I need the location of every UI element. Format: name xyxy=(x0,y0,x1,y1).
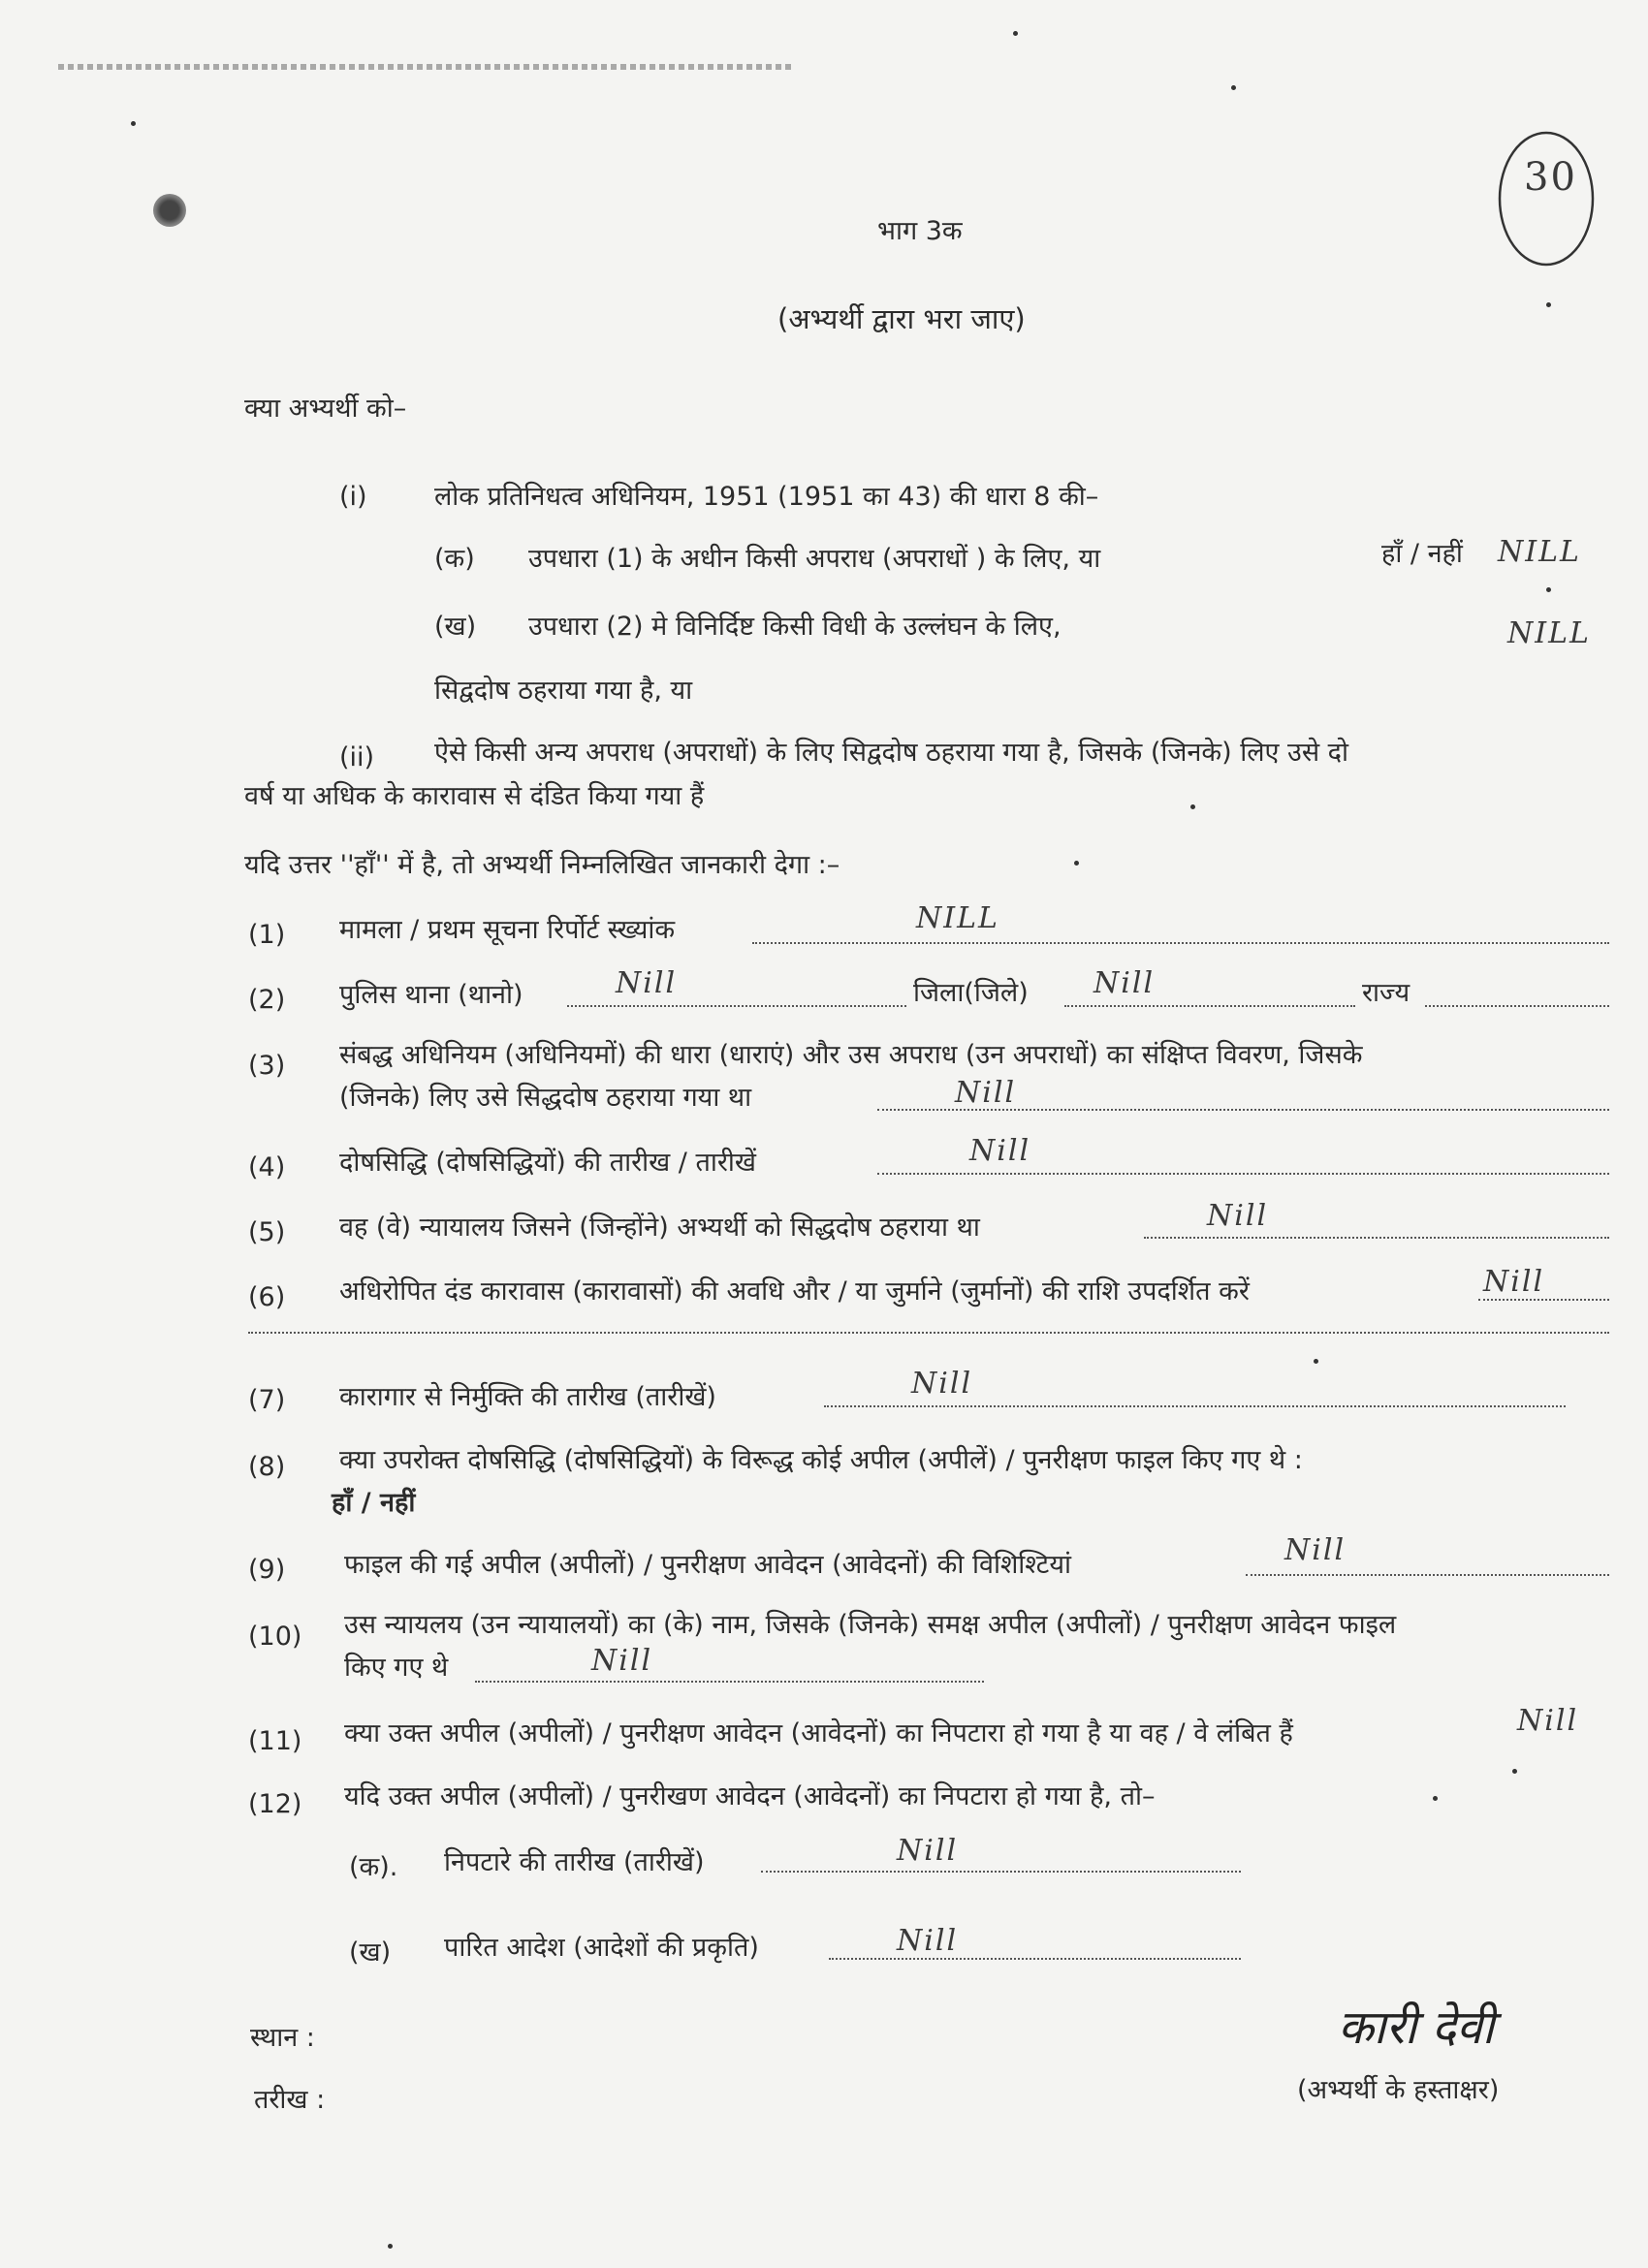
item-2-number: (2) xyxy=(248,985,286,1015)
scan-speck xyxy=(388,2244,393,2249)
item-12-number: (12) xyxy=(248,1789,302,1819)
item-2-district-answer: Nill xyxy=(1093,966,1156,1000)
item-4-answer: Nill xyxy=(969,1134,1031,1168)
item-5-dotted-line xyxy=(1144,1237,1609,1239)
clause-ii-number: (ii) xyxy=(339,742,375,772)
item-12-a-label: निपटारे की तारीख (तारीखें) xyxy=(444,1847,705,1877)
item-7-answer: Nill xyxy=(911,1367,973,1401)
item-5-answer: Nill xyxy=(1207,1199,1269,1233)
signature-caption: (अभ्यर्थी के हस्ताक्षर) xyxy=(1297,2075,1500,2105)
item-6-dotted-line xyxy=(1478,1299,1609,1301)
item-6-answer: Nill xyxy=(1483,1265,1545,1299)
item-11-label: क्या उक्त अपील (अपीलों) / पुनरीक्षण आवेदन (आवेदनों) का निपटारा हो गया है या वह / वे लंबित हैं xyxy=(344,1718,1293,1748)
candidate-signature: कारी देवी xyxy=(1338,2000,1495,2055)
clause-i-a-answer: NILL xyxy=(1498,535,1581,569)
item-3-answer: Nill xyxy=(955,1076,1017,1110)
item-9-label: फाइल की गई अपील (अपीलों) / पुनरीक्षण आवेदन (आवेदनों) की विशिश्टियां xyxy=(344,1550,1072,1580)
item-9-number: (9) xyxy=(248,1555,286,1585)
item-3-number: (3) xyxy=(248,1051,286,1081)
scan-speck xyxy=(1074,861,1079,866)
form-part-title: भाग 3क xyxy=(877,216,963,246)
scan-speck xyxy=(131,121,136,126)
item-2-district-label: जिला(जिले) xyxy=(913,978,1029,1008)
item-12-b-label: पारित आदेश (आदेशों की प्रकृति) xyxy=(444,1933,759,1963)
item-3-label-line1: संबद्ध अधिनियम (अधिनियमों) की धारा (धाराएं) और उस अपराध (उन अपराधों) का संक्षिप्त विवरण, जिसके xyxy=(339,1040,1363,1070)
item-2-dotted-line xyxy=(567,1005,906,1007)
item-8-number: (8) xyxy=(248,1452,286,1482)
item-10-number: (10) xyxy=(248,1622,302,1652)
item-2-state-label: राज्य xyxy=(1362,978,1410,1008)
item-2-district-dotted-line xyxy=(1064,1005,1355,1007)
clause-i-text: लोक प्रतिनिधत्व अधिनियम, 1951 (1951 का 43) की धारा 8 की– xyxy=(434,482,1099,512)
clause-i-b-text: उपधारा (2) मे विनिर्दिष्ट किसी विधी के उल्लंघन के लिए, xyxy=(528,612,1062,642)
item-4-dotted-line xyxy=(877,1173,1609,1175)
intro-question: क्या अभ्यर्थी को– xyxy=(244,394,407,424)
item-10-label-line2: किए गए थे xyxy=(344,1653,449,1683)
clause-i-a-text: उपधारा (1) के अधीन किसी अपराध (अपराधों ) के लिए, या xyxy=(528,544,1101,574)
clause-i-number: (i) xyxy=(339,482,367,512)
item-6-label: अधिरोपित दंड कारावास (कारावासों) की अवधि और / या जुर्माने (जुर्मानों) की राशि उपदर्शित करें xyxy=(339,1276,1250,1307)
form-subtitle: (अभ्यर्थी द्वारा भरा जाए) xyxy=(777,302,1026,335)
item-4-number: (4) xyxy=(248,1152,286,1182)
item-8-label: क्या उपरोक्त दोषसिद्धि (दोषसिद्धियों) के विरूद्ध कोई अपील (अपीलें) / पुनरीक्षण फाइल किए गए थे : xyxy=(339,1445,1303,1475)
item-6-number: (6) xyxy=(248,1282,286,1312)
item-12-a-dotted-line xyxy=(761,1871,1241,1873)
place-label: स्थान : xyxy=(250,2023,315,2053)
item-7-dotted-line xyxy=(824,1405,1566,1407)
item-4-label: दोषसिद्धि (दोषसिद्धियों) की तारीख / तारीखें xyxy=(339,1148,756,1178)
item-1-dotted-line xyxy=(752,942,1609,944)
date-label: तरीख : xyxy=(254,2085,326,2115)
item-10-label-line1: उस न्यायलय (उन न्यायालयों) का (के) नाम, जिसके (जिनके) समक्ष अपील (अपीलों) / पुनरीक्षण आवेदन फाइल xyxy=(344,1610,1397,1640)
item-12-label: यदि उक्त अपील (अपीलों) / पुनरीखण आवेदन (आवेदनों) का निपटारा हो गया है, तो– xyxy=(344,1781,1156,1811)
item-2-label: पुलिस थाना (थानो) xyxy=(339,980,523,1010)
item-1-number: (1) xyxy=(248,920,286,950)
clause-i-b-number: (ख) xyxy=(434,612,477,642)
scan-speck xyxy=(1512,1769,1517,1774)
yes-no-option: हाँ / नहीं xyxy=(1381,539,1463,569)
scan-speck xyxy=(1314,1359,1318,1364)
item-6-dotted-line-2 xyxy=(248,1332,1609,1334)
item-1-answer: NILL xyxy=(916,901,999,935)
item-12-a-number: (क). xyxy=(349,1852,398,1882)
scan-speck xyxy=(1231,85,1236,90)
item-12-b-answer: Nill xyxy=(897,1924,959,1958)
item-9-dotted-line xyxy=(1246,1574,1609,1576)
item-1-label: मामला / प्रथम सूचना रिर्पोर्ट स्ख्यांक xyxy=(339,915,676,945)
item-9-answer: Nill xyxy=(1284,1533,1347,1567)
punch-hole xyxy=(153,194,186,227)
clause-ii-line2: वर्ष या अधिक के कारावास से दंडित किया गया हैं xyxy=(244,781,705,811)
item-2-state-dotted-line xyxy=(1425,1005,1609,1007)
clause-i-b-answer: NILL xyxy=(1507,616,1591,650)
item-7-label: कारागार से निर्मुक्ति की तारीख (तारीखें) xyxy=(339,1382,716,1412)
clause-ii-line1: ऐसे किसी अन्य अपराध (अपराधों) के लिए सिद्वदोष ठहराया गया है, जिसके (जिनके) लिए उसे दो xyxy=(434,738,1349,768)
item-10-answer: Nill xyxy=(591,1644,653,1678)
item-12-b-number: (ख) xyxy=(349,1937,392,1968)
page-number: 30 xyxy=(1524,155,1577,200)
item-2-answer: Nill xyxy=(616,966,678,1000)
item-12-b-dotted-line xyxy=(829,1958,1241,1960)
scan-edge-artifact xyxy=(58,64,795,70)
item-10-dotted-line xyxy=(475,1681,984,1683)
item-11-answer: Nill xyxy=(1517,1704,1579,1738)
item-5-number: (5) xyxy=(248,1217,286,1247)
scan-speck xyxy=(1190,804,1195,809)
item-3-label-line2: (जिनके) लिए उसे सिद्धदोष ठहराया गया था xyxy=(339,1083,752,1113)
scan-speck xyxy=(1546,587,1551,592)
scan-speck xyxy=(1433,1796,1438,1801)
scan-speck xyxy=(1013,31,1018,36)
item-8-answer: हाँ / नहीं xyxy=(332,1488,416,1518)
if-yes-instruction: यदि उत्तर ''हाँ'' में है, तो अभ्यर्थी निम्नलिखित जानकारी देगा :– xyxy=(244,850,840,880)
item-5-label: वह (वे) न्यायालय जिसने (जिन्होंने) अभ्यर्थी को सिद्धदोष ठहराया था xyxy=(339,1213,980,1243)
clause-i-a-number: (क) xyxy=(434,544,475,574)
item-12-a-answer: Nill xyxy=(897,1834,959,1868)
item-7-number: (7) xyxy=(248,1385,286,1415)
item-11-number: (11) xyxy=(248,1726,302,1756)
clause-i-closing: सिद्वदोष ठहराया गया है, या xyxy=(434,676,693,706)
scan-speck xyxy=(1546,302,1551,307)
